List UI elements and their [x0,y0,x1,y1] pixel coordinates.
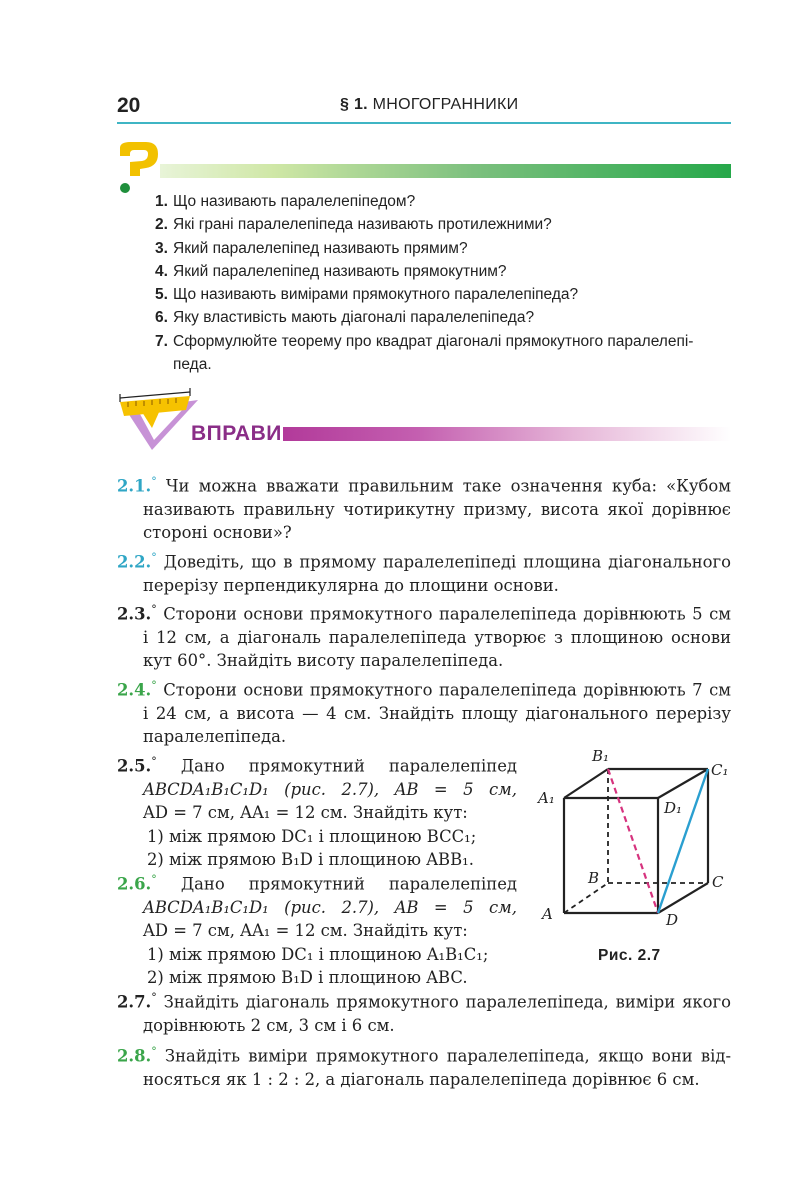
label-b1: B₁ [592,747,610,765]
running-head [340,96,518,114]
exercise-2-2: 2.2.° Доведіть, що в прямому паралелепіпеді площина діагонального перерізу перпендикулярна до площини основи. [117,551,731,595]
exercises-title: ВПРАВИ [191,422,282,445]
list-item: 4. Який паралелепіпед називають прямокутним? [155,262,507,280]
exercise-number: 2.6. [117,874,152,894]
exercise-number: 2.7. [117,992,152,1012]
figure-caption: Рис. 2.7 [598,947,661,964]
diagonal-dc1 [658,769,708,913]
exercise-number: 2.5. [117,756,152,776]
exercise-2-7: 2.7.° Знайдіть діагональ прямокутного паралелепіпеда, виміри якого дорівнюють 2 см, 3 см і 6 см. [117,991,731,1035]
question-mark-icon [116,140,162,194]
figure-2-7-parallelepiped [528,745,738,935]
label-c1: C₁ [711,761,729,779]
label-b: B [588,869,600,887]
list-item: 2. Які грані паралелепіпеда називають протилежними? [155,216,552,234]
edge [564,769,608,798]
exercise-2-6: 2.6.° Дано прямокутний паралелепіпед ABCDA₁B₁C₁D₁ (рис. 2.7), AB = 5 см, AD = 7 см, AA₁ = 12 см. Знайдіть кут: 1) між прямою DC₁ і площиною A₁B₁C₁; 2) між прямою B₁D і площиною ABC. [117,873,518,988]
hidden-edge [564,883,608,913]
exercise-2-1: 2.1.° Чи можна вважати правильним таке означення куба: «Кубом називають правильну чотирикутну призму, висота якої дорівнює стороні основи»? [117,475,731,543]
questions-list [155,190,735,376]
list-item: 6. Яку властивість мають діагоналі паралелепіпеда? [155,309,535,327]
header-rule [117,122,731,124]
exercises-banner-bar [283,427,731,441]
ruler-triangle-icon [112,388,202,452]
questions-banner-bar [160,164,731,178]
label-a: A [542,905,553,923]
list-item: 7. Сформулюйте теорему про квадрат діагоналі прямокутного паралелепі- педа. [155,332,694,374]
exercise-number: 2.1. [117,476,152,496]
exercise-2-8: 2.8.° Знайдіть виміри прямокутного паралелепіпеда, якщо вони від- носяться як 1 : 2 : 2, а діагональ паралелепіпеда дорівнює 6 см. [117,1045,731,1089]
label-d1: D₁ [664,799,683,817]
label-a1: A₁ [538,789,555,807]
label-c: C [712,873,724,891]
exercise-number: 2.4. [117,680,152,700]
page-number: 20 [117,94,141,117]
list-item: 5. Що називають вимірами прямокутного паралелепіпеда? [155,286,579,304]
edge [658,883,708,913]
list-item: 1. Що називають паралелепіпедом? [155,193,416,210]
section-mark: § 1. [340,96,368,113]
exercise-number: 2.3. [117,604,152,624]
exercise-number: 2.2. [117,552,152,572]
diagonal-b1d [608,769,658,913]
section-title: МНОГОГРАННИКИ [372,96,519,113]
list-item: 3. Який паралелепіпед називають прямим? [155,239,468,257]
exercise-number: 2.8. [117,1046,152,1066]
exercise-2-4: 2.4.° Сторони основи прямокутного паралелепіпеда дорівнюють 7 см і 24 см, а висота — 4 см. Знайдіть площу діагонального перерізу паралелепіпеда. [117,679,731,747]
exercise-2-5: 2.5.° Дано прямокутний паралелепіпед ABCDA₁B₁C₁D₁ (рис. 2.7), AB = 5 см, AD = 7 см, AA₁ = 12 см. Знайдіть кут: 1) між прямою DC₁ і площиною BCC₁; 2) між прямою B₁D і площиною ABB₁. [117,755,518,870]
exercise-2-3: 2.3.° Сторони основи прямокутного паралелепіпеда дорівнюють 5 см і 12 см, а діагональ паралелепіпеда утворює з площиною основи кут 60°. Знайдіть висоту паралелепіпеда. [117,603,731,671]
label-d: D [666,911,679,929]
